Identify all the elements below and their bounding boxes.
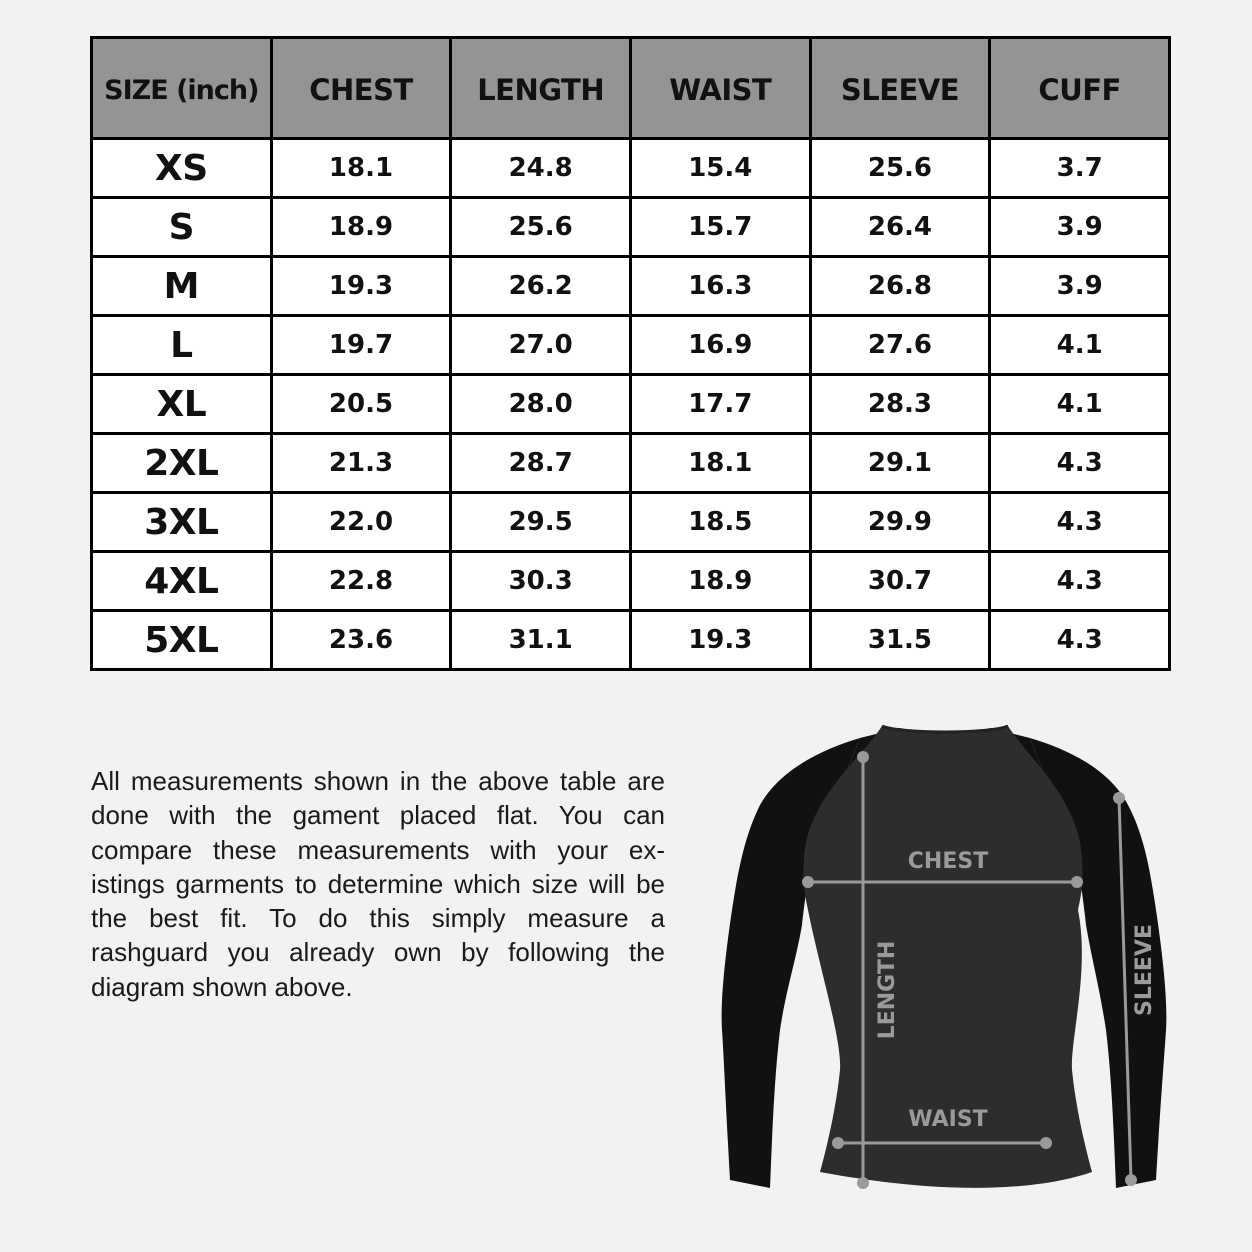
- cell-sleeve: 25.6: [810, 139, 990, 198]
- table-row: [92, 316, 1170, 375]
- table-row: [92, 198, 1170, 257]
- cell-waist: 16.9: [630, 316, 810, 375]
- table-row: [92, 611, 1170, 670]
- cell-chest: 19.7: [271, 316, 451, 375]
- header-length: LENGTH: [451, 38, 631, 139]
- table-row: [92, 375, 1170, 434]
- cell-cuff: 4.1: [990, 316, 1170, 375]
- cell-chest: 18.1: [271, 139, 451, 198]
- cell-length: 31.1: [451, 611, 631, 670]
- cell-waist: 15.7: [630, 198, 810, 257]
- cell-cuff: 4.3: [990, 434, 1170, 493]
- header-chest: CHEST: [271, 38, 451, 139]
- cell-cuff: 3.9: [990, 257, 1170, 316]
- neckline: [882, 726, 1008, 732]
- cell-cuff: 4.3: [990, 552, 1170, 611]
- table-row: [92, 552, 1170, 611]
- waist-label: WAIST: [908, 1107, 988, 1132]
- cell-cuff: 3.7: [990, 139, 1170, 198]
- cell-chest: 22.8: [271, 552, 451, 611]
- cell-length: 29.5: [451, 493, 631, 552]
- chest-label: CHEST: [907, 849, 989, 874]
- sleeve-label: SLEEVE: [1132, 924, 1157, 1016]
- table-body: [92, 139, 1170, 670]
- cell-waist: 15.4: [630, 139, 810, 198]
- cell-size: S: [92, 198, 272, 257]
- cell-length: 28.0: [451, 375, 631, 434]
- cell-waist: 18.1: [630, 434, 810, 493]
- cell-chest: 20.5: [271, 375, 451, 434]
- cell-sleeve: 30.7: [810, 552, 990, 611]
- cell-cuff: 4.3: [990, 611, 1170, 670]
- cell-length: 27.0: [451, 316, 631, 375]
- cell-length: 30.3: [451, 552, 631, 611]
- length-label: LENGTH: [875, 940, 900, 1040]
- cell-length: 28.7: [451, 434, 631, 493]
- table-row: [92, 434, 1170, 493]
- cell-waist: 19.3: [630, 611, 810, 670]
- cell-sleeve: 27.6: [810, 316, 990, 375]
- cell-chest: 23.6: [271, 611, 451, 670]
- rashguard-measurement-diagram: [700, 710, 1190, 1210]
- table-row: [92, 257, 1170, 316]
- measurement-instructions: All measurements shown in the above table are done with the gament placed flat. You can compare these measurements with your ex- istings garments to determine which size will be the best fit. To do this simply measure a rashguard you already own by following the diagram shown above.: [91, 766, 665, 1002]
- cell-size: 5XL: [92, 611, 272, 670]
- cell-chest: 22.0: [271, 493, 451, 552]
- cell-chest: 19.3: [271, 257, 451, 316]
- cell-waist: 16.3: [630, 257, 810, 316]
- table-header-row: [92, 38, 1170, 139]
- cell-waist: 17.7: [630, 375, 810, 434]
- cell-sleeve: 26.4: [810, 198, 990, 257]
- cell-length: 24.8: [451, 139, 631, 198]
- cell-size: L: [92, 316, 272, 375]
- table-row: [92, 139, 1170, 198]
- cell-cuff: 4.1: [990, 375, 1170, 434]
- header-sleeve: SLEEVE: [810, 38, 990, 139]
- table-row: [92, 493, 1170, 552]
- cell-cuff: 4.3: [990, 493, 1170, 552]
- cell-size: XS: [92, 139, 272, 198]
- cell-sleeve: 29.9: [810, 493, 990, 552]
- cell-sleeve: 31.5: [810, 611, 990, 670]
- header-cuff: CUFF: [990, 38, 1170, 139]
- cell-length: 26.2: [451, 257, 631, 316]
- cell-sleeve: 28.3: [810, 375, 990, 434]
- cell-sleeve: 26.8: [810, 257, 990, 316]
- cell-size: 2XL: [92, 434, 272, 493]
- cell-size: 4XL: [92, 552, 272, 611]
- rashguard-shirt-icon: [700, 710, 1190, 1210]
- cell-size: XL: [92, 375, 272, 434]
- cell-waist: 18.5: [630, 493, 810, 552]
- cell-length: 25.6: [451, 198, 631, 257]
- cell-size: 3XL: [92, 493, 272, 552]
- cell-sleeve: 29.1: [810, 434, 990, 493]
- cell-cuff: 3.9: [990, 198, 1170, 257]
- header-waist: WAIST: [630, 38, 810, 139]
- cell-size: M: [92, 257, 272, 316]
- size-chart-table: [90, 36, 1171, 671]
- cell-chest: 18.9: [271, 198, 451, 257]
- header-size: SIZE (inch): [92, 38, 272, 139]
- cell-waist: 18.9: [630, 552, 810, 611]
- cell-chest: 21.3: [271, 434, 451, 493]
